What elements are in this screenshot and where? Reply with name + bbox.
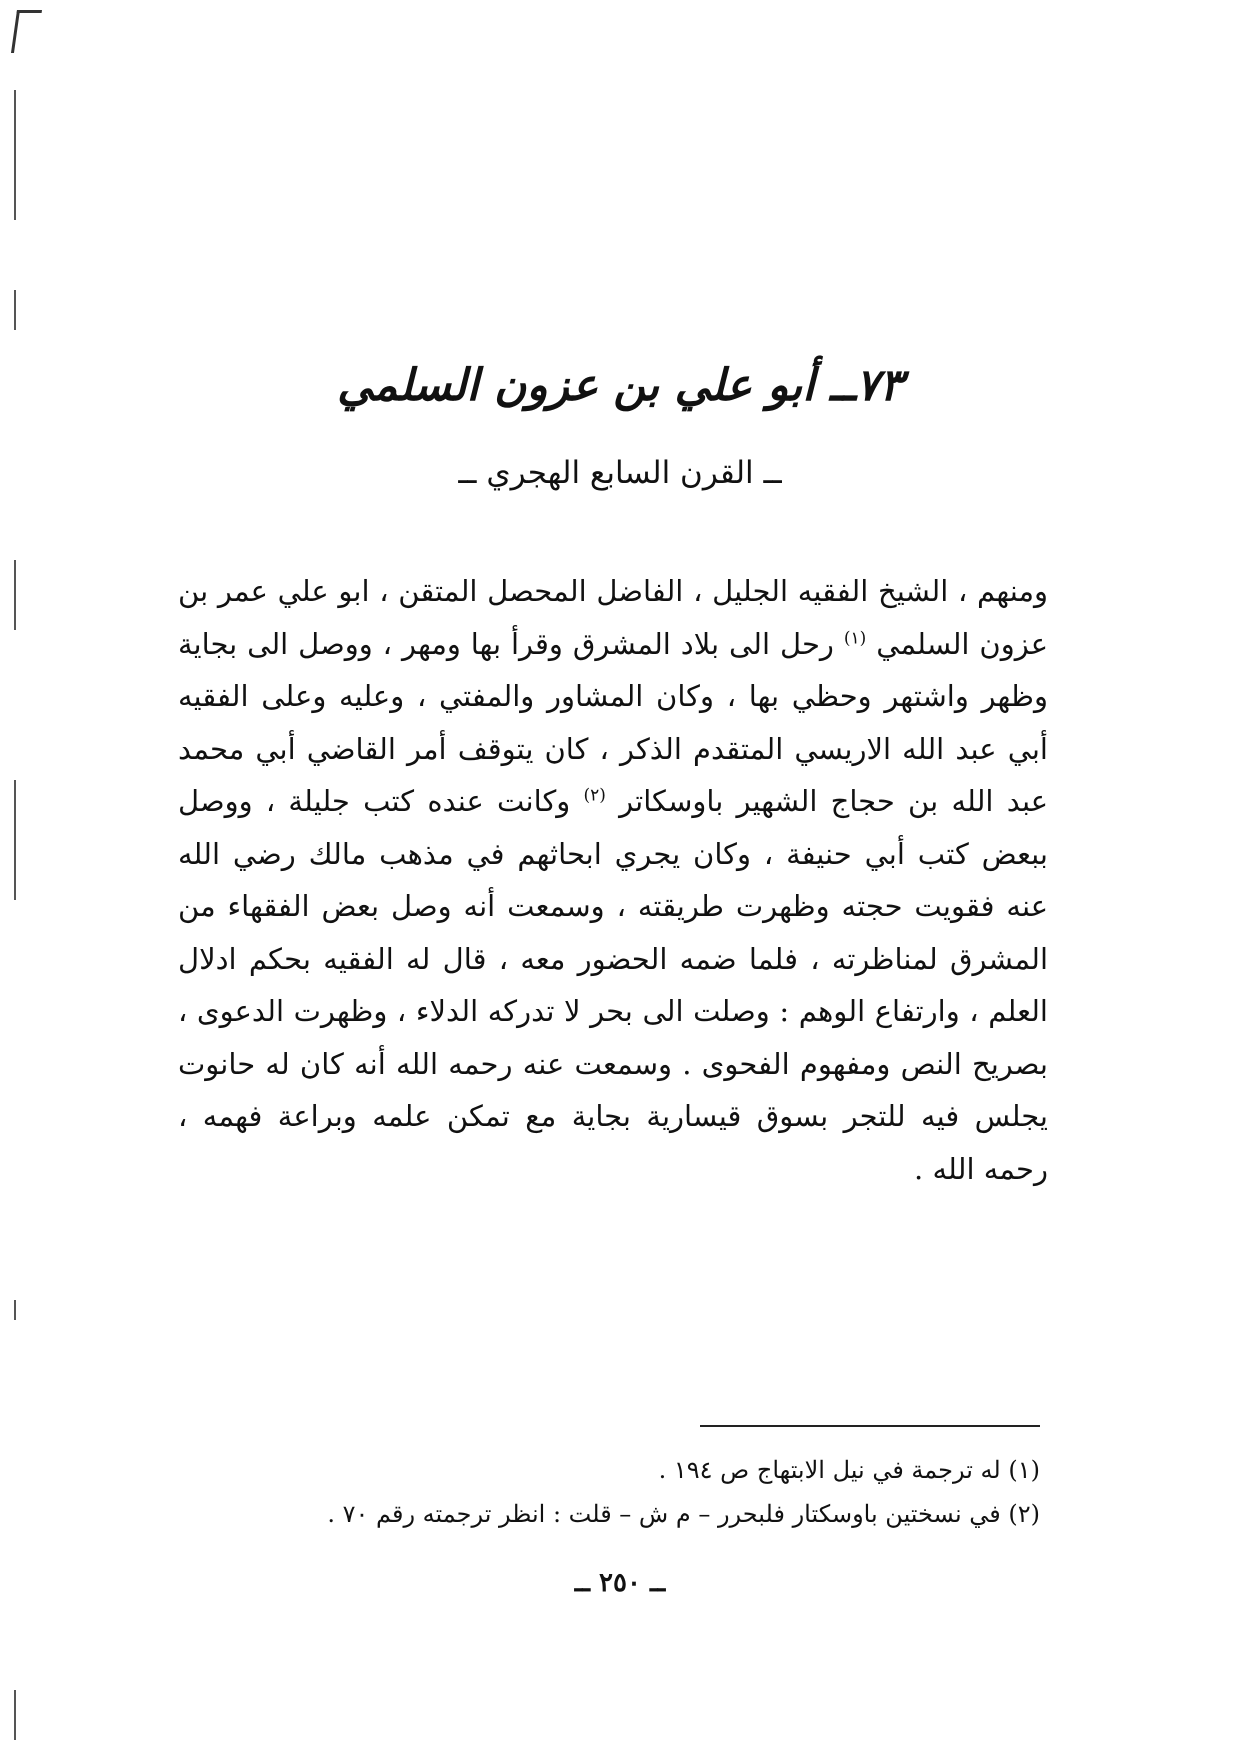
paragraph-text-1: ومنهم ، الشيخ الفقيه الجليل ، الفاضل المحصل المتقن ، ابو علي عمر بن عزون السلمي: [178, 574, 1049, 661]
scan-edge-mark: [14, 290, 16, 330]
scan-edge-mark: [14, 1690, 16, 1740]
page-number: ــ ٢٥٠ ــ: [574, 1568, 666, 1598]
footnotes: [178, 1448, 1040, 1536]
entry-title: ٧٣ــ أبو علي بن عزون السلمي: [337, 360, 903, 411]
footnote-ref-1: (١): [843, 627, 867, 648]
paragraph-text-2: رحل الى بلاد المشرق وقرأ بها ومهر ، ووصل الى بجاية وظهر واشتهر وحظي بها ، وكان المشاور والمفتي ، وعليه وعلى الفقيه أبي عبد الله الاريسي المتقدم الذكر ، كان يتوقف أمر القاضي أبي محمد عبد الله بن حجاج الشهير باوسكاتر: [178, 626, 1048, 818]
century-subtitle: ــ القرن السابع الهجري ــ: [458, 455, 782, 491]
paragraph-text-3: وكانت عنده كتب جليلة ، ووصل ببعض كتب أبي حنيفة ، وكان يجري ابحاثهم في مذهب مالك رضي الله عنه فقويت حجته وظهرت طريقته ، وسمعت أنه وصل بعض الفقهاء من المشرق لمناظرته ، فلما ضمه الحضور معه ، قال له الفقيه بحكم ادلال العلم ، وارتفاع الوهم : وصلت الى بحر لا تدركه الدلاء ، وظهرت الدعوى ، بصريح النص ومفهوم الفحوى . وسمعت عنه رحمه الله أنه كان له حانوت يجلس فيه للتجر بسوق قيسارية بجاية مع تمكن علمه وبراعة فهمه ، رحمه الله .: [178, 784, 1048, 1186]
scan-edge-mark: [14, 780, 16, 900]
scan-edge-mark: [14, 90, 16, 220]
footnote-1: (١) له ترجمة في نيل الابتهاج ص ١٩٤ .: [658, 1456, 1040, 1484]
scan-corner-mark: [11, 10, 42, 53]
biography-paragraph: [178, 565, 1048, 1195]
footnote-2: (٢) في نسختين باوسكتار فلبحرر – م ش – قلت : انظر ترجمته رقم ٧٠ .: [327, 1500, 1040, 1528]
scan-edge-mark: [14, 560, 16, 630]
footnote-ref-2: (٢): [583, 785, 606, 806]
footnote-divider: [700, 1425, 1040, 1427]
scan-edge-mark: [14, 1300, 16, 1320]
